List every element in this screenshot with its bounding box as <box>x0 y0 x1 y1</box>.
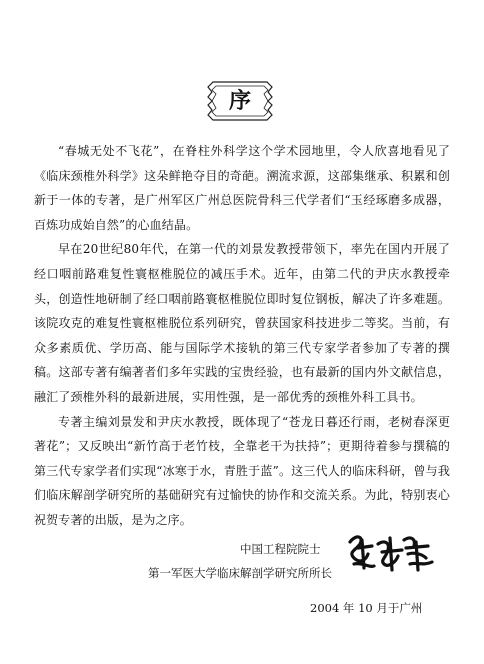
paragraph-2: 早在20世纪80年代，在第一代的刘景发教授带领下，率先在国内开展了经口咽前路难复性寰枢椎脱位的减压手术。近年，由第二代的尹庆水教授牵头，创造性地研制了经口咽前路寰枢椎脱位即时复位钢板，解决了许多难题。该院攻克的难复性寰枢椎脱位系列研究，曾获国家科技进步二等奖。当前，有众多素质优、学历高、能与国际学术接轨的第三代专家学者参加了专著的撰稿。这部专著有编著者们多年实践的宝贵经验，也有最新的国内外文献信息，融汇了颈椎外科的最新进展，实用性强，是一部优秀的颈椎外科工具书。 <box>34 242 450 404</box>
paragraph-1: “春城无处不飞花”，在脊柱外科学这个学术园地里，令人欣喜地看见了《临床颈椎外科学》这朵鲜艳夺目的奇葩。溯流求源，这部集继承、积累和创新于一体的专著，是广州军区广州总医院骨科三代学者们“玉经琢磨多成器，百炼功成始自然”的心血结晶。 <box>34 144 450 232</box>
paragraph-3: 专著主编刘景发和尹庆水教授，既体现了“苍龙日暮还行雨，老树春深更著花”；又反映出“新竹高于老竹枝，全靠老干为扶持”；更期待着参与撰稿的第三代专家学者们实现“冰寒于水，青胜于蓝”。这三代人的临床科研，曾与我们临床解剖学研究所的基础研究有过愉快的协作和交流关系。为此，特别衷心祝贺专著的出版，是为之序。 <box>34 414 450 527</box>
signature-title-institute: 第一军医大学临床解剖学研究所所长 <box>148 566 332 580</box>
handwritten-signature-icon <box>344 528 436 574</box>
heading-frame <box>204 78 276 124</box>
page-title: 序 <box>228 88 251 114</box>
signature-date: 2004 年 10 月于广州 <box>310 601 423 615</box>
preface-body <box>34 139 450 533</box>
signature-title-academician: 中国工程院院士 <box>240 542 321 556</box>
